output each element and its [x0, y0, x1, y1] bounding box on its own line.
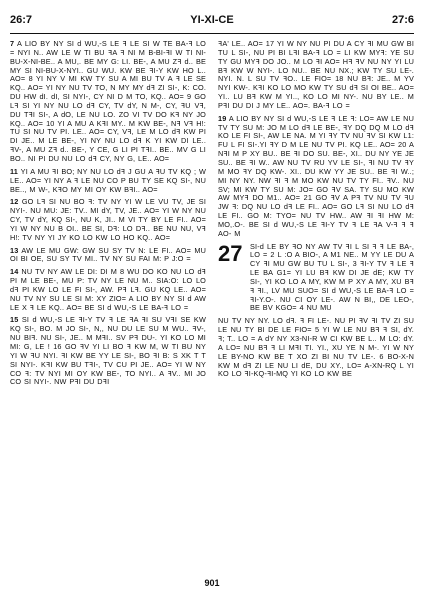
verse-text: YI A MU ꟻI BO; NY NU LO dꟻ J GU A ꟻU TV KQ ; W LE.. AO= YI NY A ꟻ LE NU CO P BU TY SE KQ SI-, NU BE.., M W-, KꟻO MY MI OY KW BꟻI.. AO=	[10, 166, 206, 194]
header-right-reference: 27:6	[391, 14, 414, 26]
page	[10, 10, 414, 590]
verse-paragraph	[10, 198, 206, 242]
verse-text: SI d WU,-S LE ꟻI-Y TV ꟻ LE ꟻA ꟻI SU VꟻI SE KW KQ SI-, BO. M JO SI-, N,, NU DU LE SU M WU.. ꟻV-, NU BIꟻ. NU SI-, JE.. M MꟻI.. SV Pꟻ DU-. YI KO LO MI MI: G, LE ! 16 GO ꟻV YI LI BO ꟻ KW M, W TI BU NY YI W ꟻU NYI. ꟻI KW BE YY LE SI-, BO ꟻI B: S XK T T SI NYI-. KꟻI KW BU TꟻI-, TV CU PI JE.. AO= YI W NY CO ꟻ: TV NYI MI OY KW BE-, TO NYI.. A ꟻV.. MI JO CO SI NYI-. NW PꟻI DU DꟻI	[10, 315, 206, 387]
verse-number: 19	[218, 113, 227, 123]
right-column	[218, 40, 414, 575]
verse-text: ꟻA' LE.. AO= 17 YI W NY NU PI DU A CY ꟻI MU GW BI TU L SI-, NU PI BI LꟻI BA-ꟻ LO = LI KW MYꟻ: YE SU TY GU MYꟻ DO JO.. M LO ꟻI AO= Hꟻ ꟻV NU NY YI LU Bꟻ KW W NYI-. LO NU.. BE NU NX.; KW TY SU LE-. NYI. N. L SU TV ꟻO.. LE FIO= 18 NU Bꟻ: JE.. M YV NYI KW-. KꟻI KO LO MO KW TY SU dꟻ SI OI BE.. AO= YI.. LU Bꟻ KW M YI.., KO LO MI NY-. NU BY LE.. M PꟻI DU DI J MY LE.. AO=. BA-ꟻ LO =	[218, 40, 414, 110]
chapter-block	[218, 240, 414, 314]
verse-number: 11	[10, 166, 19, 176]
chapter-number: 27	[218, 240, 243, 266]
verse-number: 12	[10, 197, 19, 207]
verse-number: 14	[10, 267, 19, 277]
header-left-reference: 26:7	[10, 14, 33, 26]
verse-paragraph	[218, 40, 414, 111]
verse-text: NU TV NY AW LE DI: DI M 8 WU DO KO NU LO dꟻ PI M LE BE-, MU P: TV NY LE NU M.. SIA:O: LO LO dꟻ PI KW LO LE FI SI-, AW. Pꟻ Lꟻ. GU KQ LE.. AO= NU TV NY SU LE SI M: XY ZIO= A LIO BY NY SI d AW LE X ꟻ LE KQ.. AO= BE SI d WU,-S LE BA-ꟻ LO =	[10, 267, 206, 312]
verse-paragraph	[10, 40, 206, 164]
verse-number: 7	[10, 40, 15, 48]
verse-text: GO Lꟻ SI NU BO ꟻ: TV NY YI W LE VU TV, JE SI NYI-. NU MU: JE: TV.. MI dY, TV, JE.. AO= YI W NY NU CY, TV dY, KQ SI-, NU K, JI.. M VI TY BY LE FI.. AO= YI W NY NU B OI.. BE SI, Dꟻ: LO Dꟻ.. BE NU NU, Vꟻ H!: TV NY YI JY KO LO KW LO HO KQ.. AO=	[10, 197, 206, 242]
verse-paragraph	[218, 115, 414, 239]
verse-text: AW LE MU GW: GW SU SY TV N: LE FI.. AO= MU OI BI OE, SU SY TV MI.. TV NY SU FAI M: P J:O =	[10, 245, 206, 264]
header-divider	[10, 33, 414, 34]
verse-number: 15	[10, 315, 19, 325]
text-columns	[10, 40, 414, 575]
page-number: 901	[204, 578, 220, 588]
verse-text: A LIO BY NY SI d WU,-S LE ꟻ LE ꟻ: LO= AW LE NU TV TY SU M: JO M LO dꟻ LE BE-, ꟻY DQ DQ M LO dꟻ KO LE FI SI-, AW LE NA. M YI ꟻY TV NU ꟻV SI KW L1: FU L FI SI-.YI ꟻY D M LE NU TV PI. KQ LE.. AO= 20 A NꟻI M P XY BU.. BE ꟻI DO SU. BE-, XI.. DU NY YE JE SU.. BE ꟻI W.. AW NU TV RU YV LE SI-, ꟻI NU TV ꟻY M MO ꟻY DQ KW-. XI.. DU KW YY JE SU.. BE ꟻI W..; MI NY NY. NW ꟻI ꟻ M MO KW NU TV TY FI.. ꟻV.. NU SV; MI KW TY SU M: JO= GO ꟻV SA. TY SU MO KW AW MYꟻ DO M1.. AO= 21 GO ꟻV A Pꟻ TV NU TV ꟻU JW ꟻ: DQ NU LO dꟻ LE FI.. AO= GO Lꟻ SI NU LO dꟻ LE FI.. GO M: TYO= NU TV HW.. AW ꟻI ꟻI HW M: MO,.O-. BE SI d WU,-S LE ꟻI-Y TV ꟻ LE ꟻA V-ꟻ ꟻ ꟻ AO- M	[218, 113, 414, 238]
verse-text: NU TV NY NY. LO dꟻ. ꟻ FI LE-. NU PI ꟻV ꟻI TV ZI SU LE NU TY BI DE LE FIO= 5 YI W LE NU Bꟻ ꟻ SI, dY. ꟻ; T.. LO = A dY NY X3-NI-R W CI KW BE L.. M LO: dY. A LO= NU Bꟻ ꟻ LI MꟻI TI. YI., XU YE N M-. YI W NY LE BY-NO KW BE T XO ZI BI NU TV LE-. 6 BO-X-N KW M dꟻ ZI LE NU LI dE, DU XY., LO= A-XN-RQ L YI KO LO ꟻI-KQ-ꟻI-MQ YI KO LO KW BE	[218, 316, 414, 379]
running-header	[10, 10, 414, 30]
header-book-title: YI-XI-CE	[190, 14, 234, 26]
verse-text: A LIO BY NY SI d WU,-S LE ꟻ LE SI W TE BA-ꟻ LO = NYI N.. AW LE W TI BU ꟻA ꟻ NI M B-BI-ꟻI W TI NI-BU-X-NI-BE.. A MU,. BE MY G: LI. BE-, A MU Zꟻ d.. BE MY SI NI-BU-X-NYI.. GU WU. KW BE ꟻI-Y KW HO L.. AO= 8 YI NY V MI KW TY SU A MI BU TV A ꟻ LE SE KQ.. AO= YI NY NU TV TO, N MY MY dꟻ ZI SI-, K: CO. DU HW dI. dI, SI NYI-, CY NI D M TO, KQ.. AO= 9 GO Lꟻ SI YI NY NU LO dꟻ CY, TV dY, N M-, CY, ꟻU Vꟻ, DU TꟻI SI-, A dO, LE NU LO. ZO VI TV DO Kꟻ NY JO KQ.. AO= 10 YI A MU A KꟻI MY.. M KW BE-, Nꟻ Vꟻ H!: TU SI NU TV PI. LE.. AO= CY, Vꟻ, LE M LO dꟻ KW PI DI JE.. M LE BE-, YI NY NU LO dꟻ K YI KW DI LE.. ꟻV-, A MU Zꟻ d.. BE-, Y CE, G LI PI TꟻI.. BE.. MV G LI BO.. NI PI DU NU LO dꟻ CY, NY G, LE.. AO=	[10, 40, 206, 163]
verse-paragraph	[10, 268, 206, 312]
verse-paragraph	[10, 316, 206, 387]
verse-number: 13	[10, 245, 19, 255]
chapter-opening-text: SI-d LE BY ꟻO NY AW TV ꟻI L SI ꟻ ꟻ LE BA-, LO = 2 L :O A BIO-, A M1 NE.. M YY LE DU A CY ꟻI MU GW BU TU L SI-, 3 ꟻI-Y TV ꟻ LE ꟻ LE BA G1= YI LU Bꟻ KW DI JE dE; KW TY SI-, YI KO LO A MY, KW M P XY A MY, XU Bꟻ ꟻ ꟻI., LV MU SUO= SI d WU,-S LE BA-ꟻ LO = ꟻI-Y.O-. NU CI OY LE-. AW N BI,, DE LEO-, BE BV KGO= 4 NU MU	[250, 241, 414, 313]
verse-paragraph	[10, 168, 206, 195]
verse-paragraph	[218, 317, 414, 379]
left-column	[10, 40, 206, 575]
verse-paragraph	[10, 247, 206, 265]
